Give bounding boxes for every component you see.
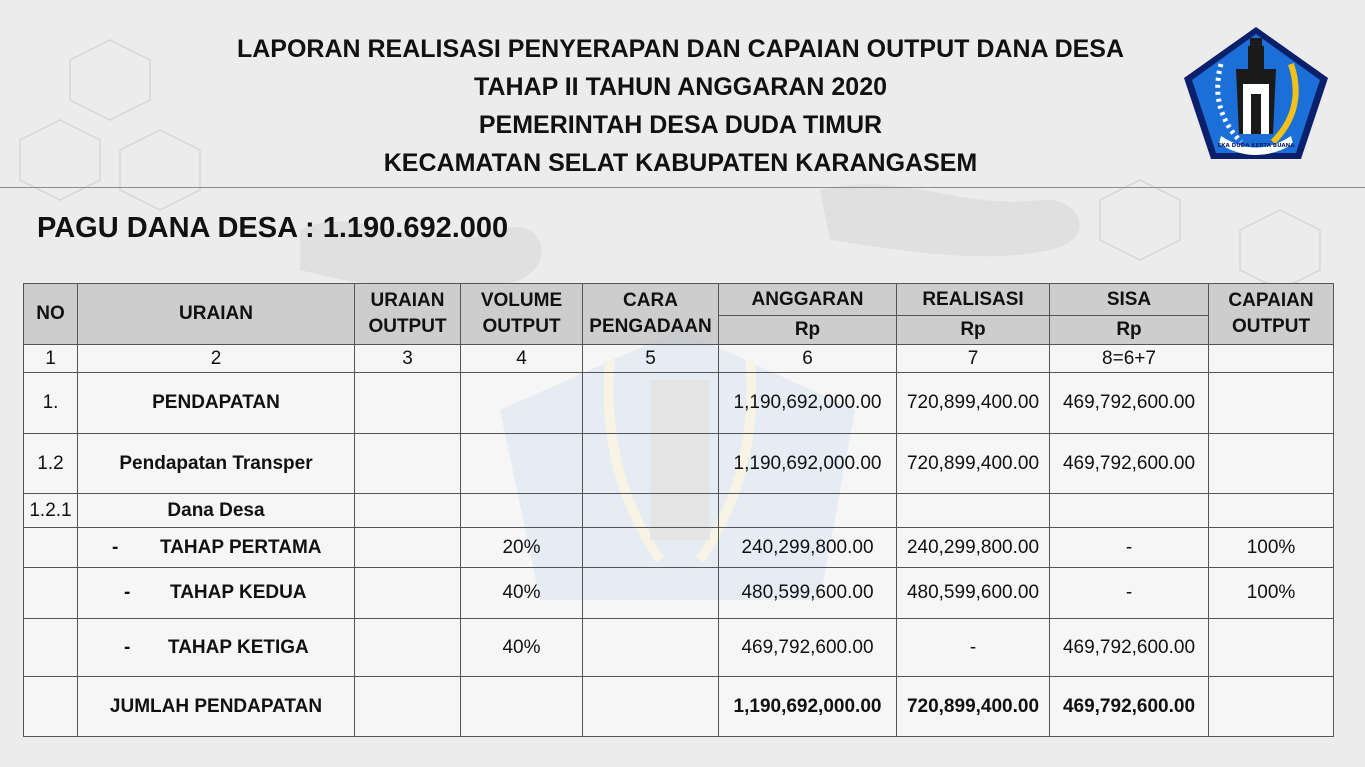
row-realisasi: 720,899,400.00 <box>897 677 1050 737</box>
row-uraian-output <box>355 619 461 677</box>
index-cell: 3 <box>355 345 461 373</box>
index-cell: 1 <box>24 345 78 373</box>
row-dash: - <box>112 536 119 558</box>
header-anggaran-unit: Rp <box>719 316 897 345</box>
karangasem-emblem-icon <box>1181 24 1331 162</box>
header-cara-pengadaan: CARA PENGADAAN <box>583 284 719 345</box>
header-divider <box>0 187 1365 188</box>
header-volume-output: VOLUME OUTPUT <box>461 284 583 345</box>
row-realisasi: - <box>897 619 1050 677</box>
table-row <box>24 619 1334 677</box>
row-anggaran: 1,190,692,000.00 <box>719 373 897 434</box>
row-uraian-output <box>355 568 461 619</box>
row-realisasi <box>897 494 1050 528</box>
index-cell <box>1209 345 1334 373</box>
budget-realization-table <box>23 283 1334 737</box>
pagu-dana-desa: PAGU DANA DESA : 1.190.692.000 <box>37 212 509 244</box>
row-sisa: - <box>1050 568 1209 619</box>
row-dash: - <box>124 582 131 603</box>
row-capaian <box>1209 677 1334 737</box>
row-anggaran: 480,599,600.00 <box>719 568 897 619</box>
row-sisa: 469,792,600.00 <box>1050 677 1209 737</box>
index-cell: 5 <box>583 345 719 373</box>
row-sisa: 469,792,600.00 <box>1050 619 1209 677</box>
table-row <box>24 568 1334 619</box>
header-sisa-unit: Rp <box>1050 316 1209 345</box>
row-capaian <box>1209 373 1334 434</box>
row-uraian-output <box>355 434 461 494</box>
row-capaian: 100% <box>1209 528 1334 568</box>
row-volume <box>461 677 583 737</box>
row-volume <box>461 494 583 528</box>
table-row <box>24 494 1334 528</box>
row-capaian <box>1209 434 1334 494</box>
header-no: NO <box>24 284 78 345</box>
header-capaian-output: CAPAIAN OUTPUT <box>1209 284 1334 345</box>
row-cara <box>583 373 719 434</box>
row-cara <box>583 434 719 494</box>
row-uraian: - TAHAP KEDUA <box>78 568 355 619</box>
row-uraian-output <box>355 373 461 434</box>
row-realisasi: 480,599,600.00 <box>897 568 1050 619</box>
row-dash: - <box>124 636 131 658</box>
row-volume <box>461 373 583 434</box>
row-realisasi: 720,899,400.00 <box>897 373 1050 434</box>
row-cara <box>583 528 719 568</box>
row-no <box>24 619 78 677</box>
row-capaian <box>1209 494 1334 528</box>
index-cell: 7 <box>897 345 1050 373</box>
row-uraian: - TAHAP PERTAMA <box>78 528 355 568</box>
report-title-line-4: KECAMATAN SELAT KABUPATEN KARANGASEM <box>383 149 978 177</box>
table-total-row <box>24 677 1334 737</box>
report-title-line-1: LAPORAN REALISASI PENYERAPAN DAN CAPAIAN OUTPUT DANA DESA <box>236 35 1125 63</box>
column-index-row <box>24 345 1334 373</box>
row-no <box>24 528 78 568</box>
row-no <box>24 568 78 619</box>
row-uraian: Pendapatan Transper <box>78 434 355 494</box>
header-sisa: SISA <box>1050 284 1209 316</box>
row-uraian-output <box>355 494 461 528</box>
row-volume: 40% <box>461 568 583 619</box>
row-volume: 20% <box>461 528 583 568</box>
row-uraian: - TAHAP KETIGA <box>78 619 355 677</box>
row-no: 1.2 <box>24 434 78 494</box>
index-cell: 8=6+7 <box>1050 345 1209 373</box>
row-realisasi: 240,299,800.00 <box>897 528 1050 568</box>
row-sisa: 469,792,600.00 <box>1050 373 1209 434</box>
row-anggaran <box>719 494 897 528</box>
row-anggaran: 1,190,692,000.00 <box>719 434 897 494</box>
row-capaian <box>1209 619 1334 677</box>
header-uraian: URAIAN <box>78 284 355 345</box>
row-uraian-output <box>355 528 461 568</box>
header-uraian-output: URAIAN OUTPUT <box>355 284 461 345</box>
row-cara <box>583 568 719 619</box>
row-capaian: 100% <box>1209 568 1334 619</box>
row-uraian: PENDAPATAN <box>78 373 355 434</box>
emblem-ribbon-text: EKA DUDA KERTA BUANA <box>1217 143 1295 149</box>
index-cell: 6 <box>719 345 897 373</box>
index-cell: 2 <box>78 345 355 373</box>
row-cara <box>583 494 719 528</box>
row-volume: 40% <box>461 619 583 677</box>
row-no: 1. <box>24 373 78 434</box>
row-anggaran: 1,190,692,000.00 <box>719 677 897 737</box>
table-row <box>24 373 1334 434</box>
header-realisasi-unit: Rp <box>897 316 1050 345</box>
row-anggaran: 240,299,800.00 <box>719 528 897 568</box>
report-title-line-3: PEMERINTAH DESA DUDA TIMUR <box>478 111 883 139</box>
row-volume <box>461 434 583 494</box>
row-sisa: 469,792,600.00 <box>1050 434 1209 494</box>
index-cell: 4 <box>461 345 583 373</box>
row-sisa <box>1050 494 1209 528</box>
report-header <box>0 30 1365 182</box>
row-no <box>24 677 78 737</box>
row-uraian-output <box>355 677 461 737</box>
row-realisasi: 720,899,400.00 <box>897 434 1050 494</box>
row-anggaran: 469,792,600.00 <box>719 619 897 677</box>
row-cara <box>583 619 719 677</box>
row-no: 1.2.1 <box>24 494 78 528</box>
report-title-line-2: TAHAP II TAHUN ANGGARAN 2020 <box>473 73 887 101</box>
row-cara <box>583 677 719 737</box>
row-sisa: - <box>1050 528 1209 568</box>
row-uraian: JUMLAH PENDAPATAN <box>78 677 355 737</box>
header-anggaran: ANGGARAN <box>719 284 897 316</box>
table-row <box>24 528 1334 568</box>
header-realisasi: REALISASI <box>897 284 1050 316</box>
row-uraian: Dana Desa <box>78 494 355 528</box>
table-row <box>24 434 1334 494</box>
